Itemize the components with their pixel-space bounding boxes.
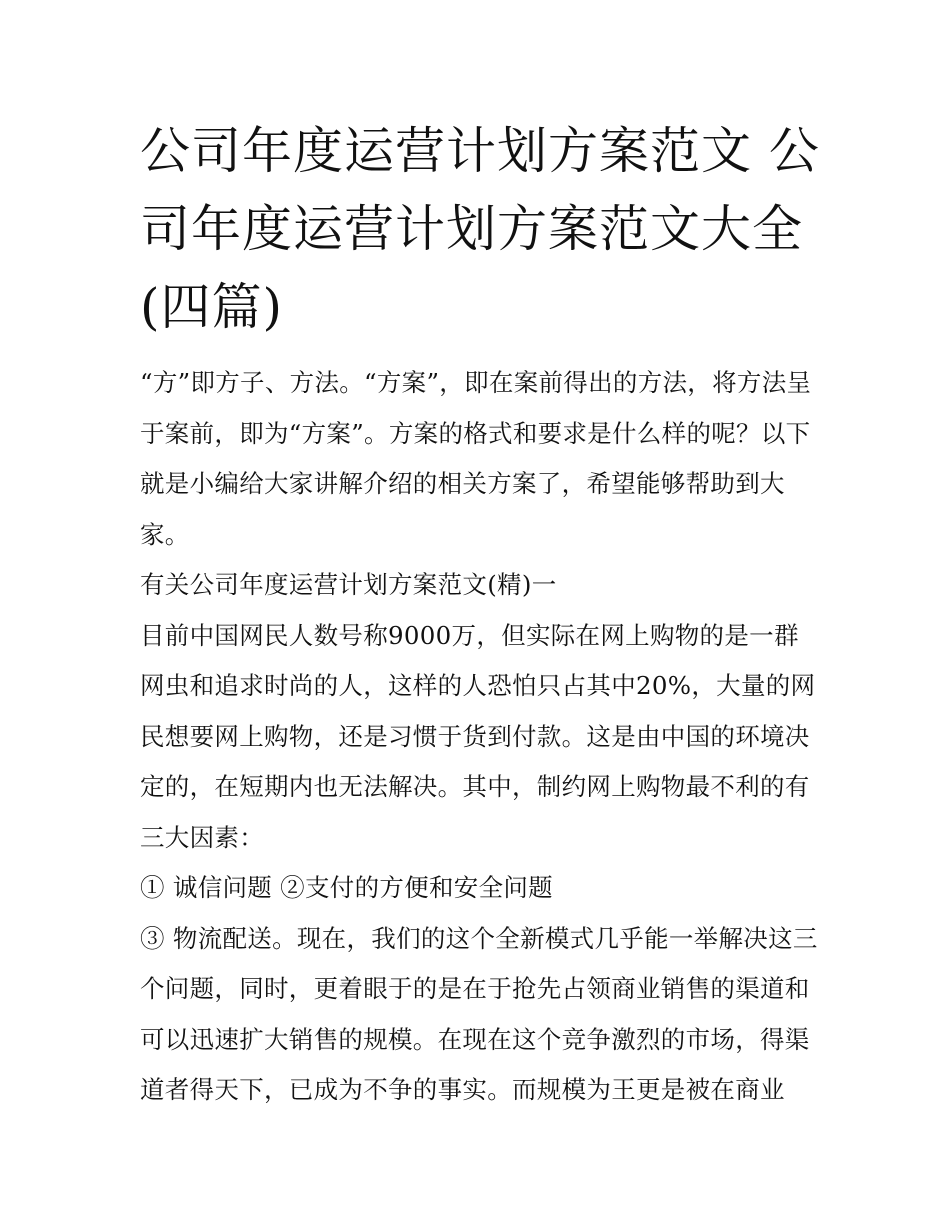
document-title: 公司年度运营计划方案范文 公司年度运营计划方案范文大全(四篇) — [140, 122, 820, 336]
intro-paragraph: “方”即方子、方法。“方案”，即在案前得出的方法，将方法呈于案前，即为“方案”。方案的格式和要求是什么样的呢？以下就是小编给大家讲解介绍的相关方案了，希望能够帮助到大家。 — [140, 368, 812, 549]
section-heading: 有关公司年度运营计划方案范文(精)一 — [140, 570, 557, 599]
list-item: ① 诚信问题 ②支付的方便和安全问题 — [140, 873, 553, 902]
document-body — [140, 358, 820, 1116]
body-paragraph: 目前中国网民人数号称9000万，但实际在网上购物的是一群网虫和追求时尚的人，这样的人恐怕只占其中20%，大量的网民想要网上购物，还是习惯于货到付款。这是由中国的环境决定的，在短期内也无法解决。其中，制约网上购物最不利的有三大因素： — [140, 620, 816, 852]
list-item: ③ 物流配送。现在，我们的这个全新模式几乎能一举解决这三个问题，同时，更着眼于的是在于抢先占领商业销售的渠道和可以迅速扩大销售的规模。在现在这个竞争激烈的市场，得渠道者得天下，已成为不争的事实。而规模为王更是被在商业 — [140, 923, 818, 1104]
